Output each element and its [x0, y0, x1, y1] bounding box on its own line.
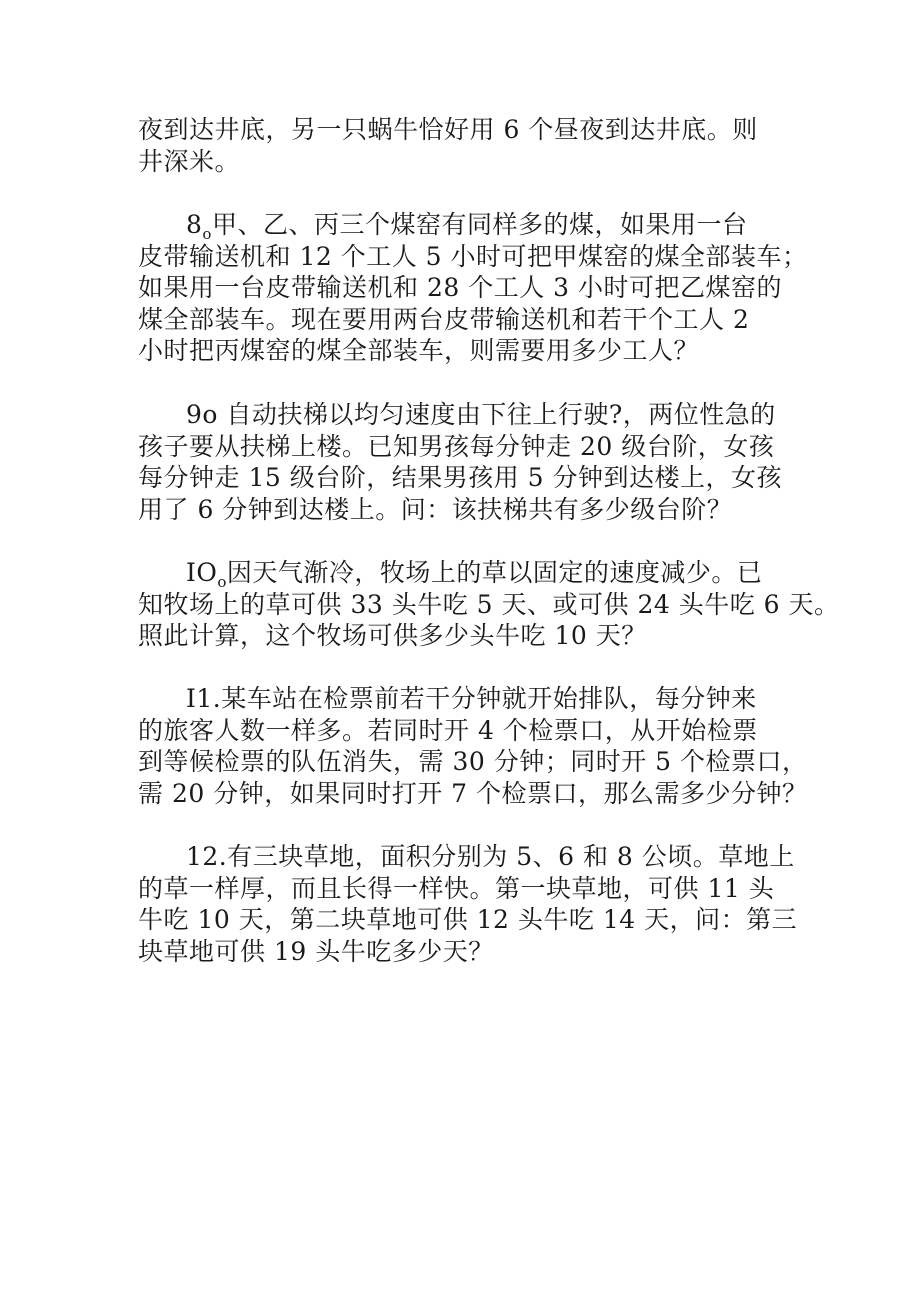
text-line: 需 20 分钟，如果同时打开 7 个检票口，那么需多少分钟？ [138, 778, 808, 808]
text-line: 照此计算，这个牧场可供多少头牛吃 10 天？ [138, 621, 647, 650]
text-line: 井深米。 [138, 146, 241, 176]
text-line: 皮带输送机和 12 个工人 5 小时可把甲煤窑的煤全部装车； [138, 241, 808, 271]
text-line: 的草一样厚，而且长得一样快。第一块草地，可供 11 头 [138, 873, 775, 903]
text-line: 用了 6 分钟到达楼上。问：该扶梯共有多少级台阶？ [138, 494, 733, 524]
problem-number: IO [186, 558, 218, 587]
text-line: 12.有三块草地，面积分别为 5、6 和 8 公顷。草地上 [186, 842, 795, 871]
text-line: 孩子要从扶梯上楼。已知男孩每分钟走 20 级台阶，女孩 [138, 431, 775, 461]
text-line: I1.某车站在检票前若干分钟就开始排队，每分钟来 [186, 684, 757, 713]
problem-number: 8 [186, 210, 203, 239]
text-line: 每分钟走 15 级台阶，结果男孩用 5 分钟到达楼上，女孩 [138, 463, 783, 492]
text-line: 煤全部装车。现在要用两台皮带输送机和若干个工人 2 [138, 304, 750, 334]
text-line: 块草地可供 19 头牛吃多少天？ [138, 936, 494, 966]
paragraph-snail-continuation [138, 114, 786, 177]
text-line-content: 因天气渐冷，牧场上的草以固定的速度减少。已 [226, 558, 763, 587]
text-line [138, 557, 786, 589]
text-line: 小时把丙煤窑的煤全部装车，则需要用多少工人？ [138, 336, 700, 365]
text-line: 的旅客人数一样多。若同时开 4 个检票口，从开始检票 [138, 715, 758, 745]
problem-number-subscript: o [202, 225, 212, 243]
paragraph-problem-11 [138, 683, 808, 809]
paragraph-problem-9 [138, 399, 786, 525]
paragraph-problem-10 [138, 557, 840, 652]
text-line: 知牧场上的草可供 33 头牛吃 5 天、或可供 24 头牛吃 6 天。 [138, 589, 840, 619]
text-line: 如果用一台皮带输送机和 28 个工人 3 小时可把乙煤窑的 [138, 273, 783, 302]
text-line: 夜到达井底，另一只蜗牛恰好用 6 个昼夜到达井底。则 [138, 115, 758, 144]
text-line-content: 甲、乙、丙三个煤窑有同样多的煤，如果用一台 [211, 210, 748, 239]
paragraph-problem-12 [138, 841, 798, 967]
paragraph-problem-8 [138, 209, 808, 367]
text-line: 9o 自动扶梯以均匀速度由下往上行驶?，两位性急的 [186, 400, 776, 429]
text-line: 到等候检票的队伍消失，需 30 分钟；同时开 5 个检票口， [138, 747, 808, 776]
text-line [138, 209, 786, 241]
text-line: 牛吃 10 天，第二块草地可供 12 头牛吃 14 天，问：第三 [138, 905, 798, 934]
problem-number-subscript: o [217, 573, 227, 591]
